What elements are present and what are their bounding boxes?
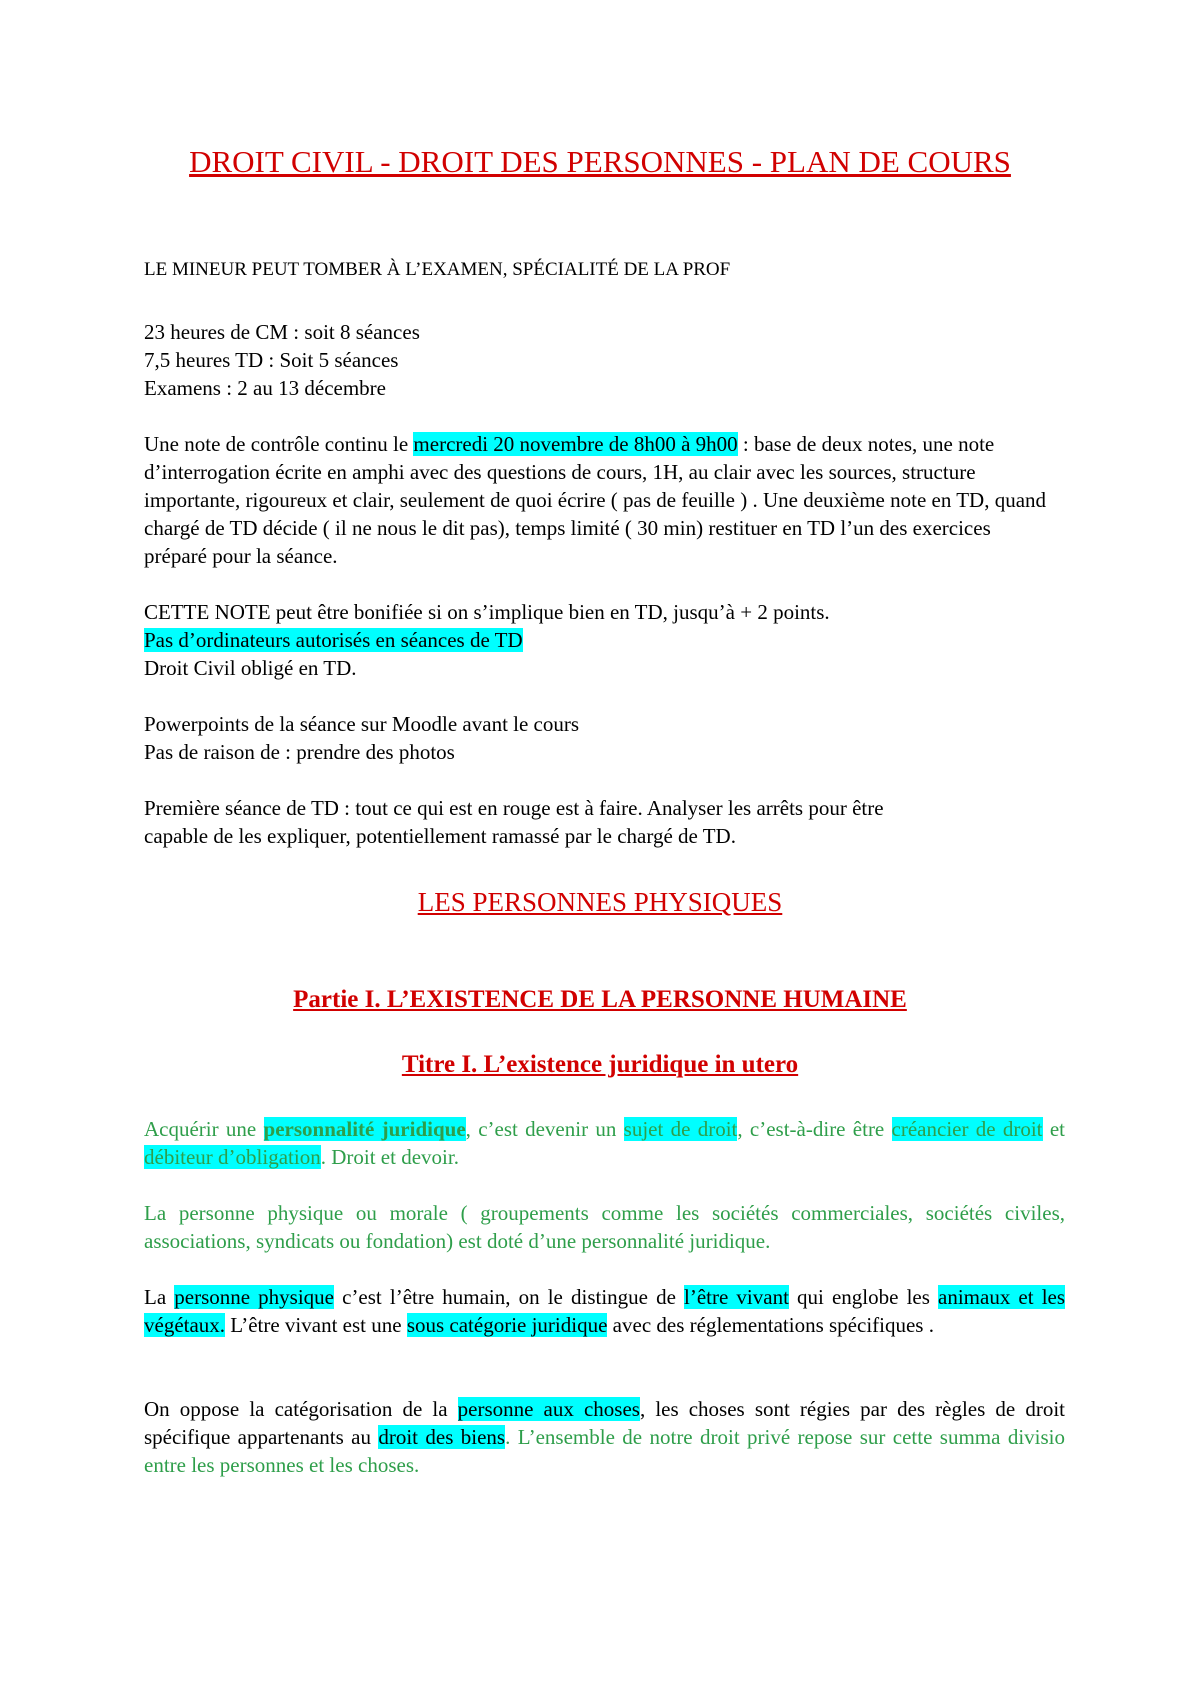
schedule-cm: 23 heures de CM : soit 8 séances [144,320,420,344]
civil-required: Droit Civil obligé en TD. [144,656,357,680]
bonus-note: CETTE NOTE peut être bonifiée si on s’implique bien en TD, jusqu’à + 2 points. [144,600,830,624]
section-heading: LES PERSONNES PHYSIQUES [417,887,783,917]
first-session-block [144,794,884,850]
schedule-exams: Examens : 2 au 13 décembre [144,376,386,400]
partie-heading: Partie I. L’EXISTENCE DE LA PERSONNE HUMAINE [293,986,907,1013]
td-rules-block [144,598,830,682]
hl-creancier: créancier de droit [891,1117,1043,1141]
paragraph-personnalite: Acquérir une personnalité juridique, c’est devenir un sujet de droit, c’est-à-dire être créancier de droit et débiteur d’obligation. Droit et devoir. [144,1117,1065,1169]
paragraph-personne-morale: La personne physique ou morale ( groupements comme les sociétés commerciales, sociétés civiles, associations, syndicats ou fondation) est doté d’une personnalité juridique. [144,1201,1065,1253]
hl-etre-vivant: l’être vivant [684,1285,789,1309]
paragraph-choses: On oppose la catégorisation de la personne aux choses, les choses sont régies par des règles de droit spécifique appartenants au droit des biens. L’ensemble de notre droit privé repose sur cette summa divisio entre les personnes et les choses. [144,1397,1065,1477]
controle-date-highlight: mercredi 20 novembre de 8h00 à 9h00 [413,432,738,456]
controle-intro: Une note de contrôle continu le [144,432,414,456]
resources-block [144,710,579,766]
exam-notice: LE MINEUR PEUT TOMBER À L’EXAMEN, SPÉCIALITÉ DE LA PROF [144,259,731,280]
powerpoints-note: Powerpoints de la séance sur Moodle avant le cours [144,712,580,736]
hl-sous-categorie: sous catégorie juridique [406,1313,608,1337]
document-title: DROIT CIVIL - DROIT DES PERSONNES - PLAN DE COURS [189,144,1011,179]
hl-personnalite-juridique: personnalité juridique [263,1117,466,1141]
hl-debiteur: débiteur d’obligation [144,1145,321,1169]
hl-sujet-de-droit: sujet de droit [623,1117,738,1141]
no-computers-highlight: Pas d’ordinateurs autorisés en séances de TD [144,628,523,652]
first-session-line-1: Première séance de TD : tout ce qui est en rouge est à faire. Analyser les arrêts pour être [144,796,884,820]
controle-details: : base de deux notes, une note d’interrogation écrite en amphi avec des questions de cours, 1H, au clair avec les sources, structure importante, rigoureux et clair, seulement de quoi écrire ( pas de feuille ) . Une deuxième note en TD, quand chargé de TD décide ( il ne nous le dit pas), temps limité ( 30 min) restituer en TD l’un des exercices préparé pour la séance. [144,432,1047,568]
hl-animaux-vegetaux: animaux et les végétaux. [144,1285,1066,1337]
hl-personne-physique: personne physique [174,1285,335,1309]
schedule-td: 7,5 heures TD : Soit 5 séances [144,348,399,372]
paragraph-personne-physique: La personne physique c’est l’être humain, on le distingue de l’être vivant qui englobe les animaux et les végétaux. L’être vivant est une sous catégorie juridique avec des réglementations spécifiques . [144,1285,1066,1337]
first-session-line-2: capable de les expliquer, potentiellement ramassé par le chargé de TD. [144,824,736,848]
hl-droit-des-biens: droit des biens [378,1425,506,1449]
hl-personne-aux-choses: personne aux choses [457,1397,640,1421]
titre-heading: Titre I. L’existence juridique in utero [401,1051,799,1078]
schedule-block [144,318,420,402]
controle-paragraph [144,430,1049,570]
no-photos-note: Pas de raison de : prendre des photos [144,740,455,764]
